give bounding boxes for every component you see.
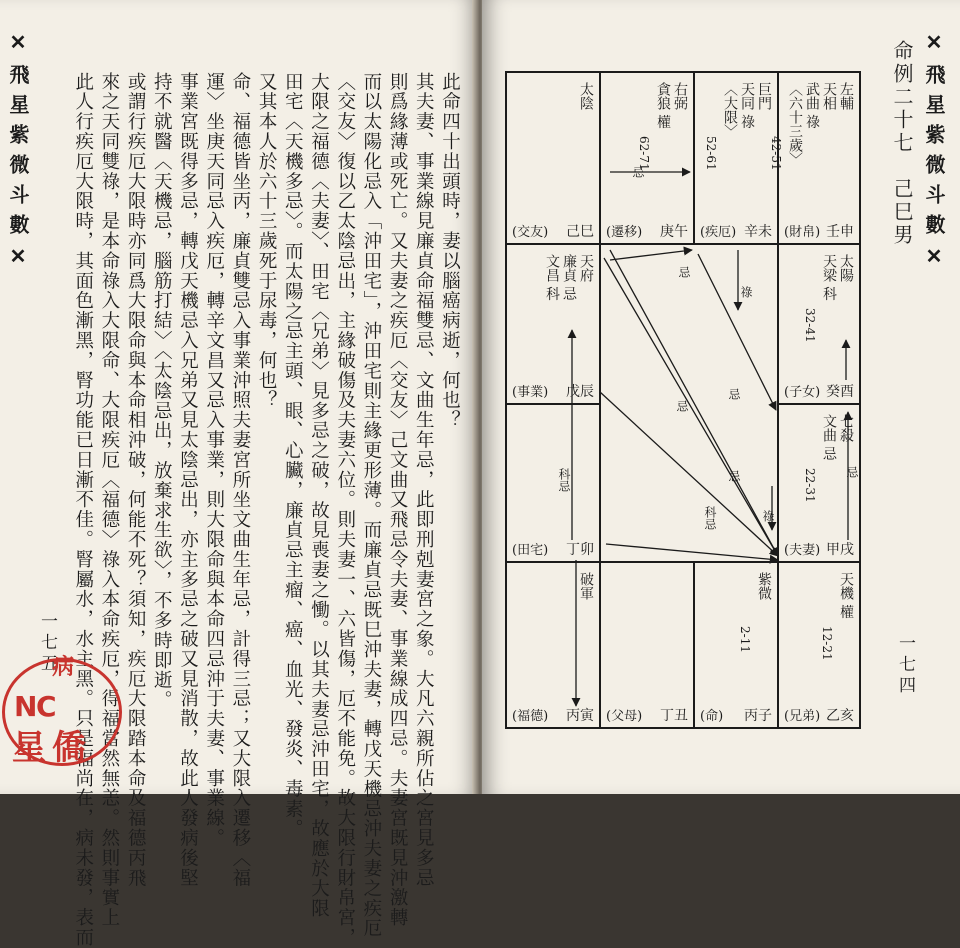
palace-star: 七殺 [838,414,854,442]
ji-arrow [600,392,778,556]
palace-star: 天機 權 [838,572,854,619]
palace-top-3 [700,82,772,240]
palace-mid-l2 [512,542,594,558]
arrow-label: 忌 [727,470,741,482]
text-column: 或謂行疾厄大限時亦同爲大限命與本命相沖破，何能不死？須知，疾厄大限踏本命及福德丙飛 [125,72,147,888]
palace-star: 〈大限〉 [722,82,738,138]
palace-stem: 乙亥 [826,708,854,724]
palace-star: 巨門 [756,82,772,110]
palace-age-range: 12-21 [820,626,834,661]
right-page-number: 一七四 [895,634,915,697]
palace-role: (事業) [512,385,549,400]
text-column: 持不就醫〈天機忌，腦筋打結〉〈太陰忌出，放棄求生欲〉，不多時即逝。 [151,72,173,711]
palace-bot-1 [512,572,595,724]
right-page-header: ✕飛星紫微斗數✕ [922,30,946,278]
palace-star: 太陰 [578,82,594,110]
ziwei-chart [482,0,960,794]
text-column: 〈交友〉復以乙太陰忌出，主緣破傷及夫妻六位。則夫妻一、六皆傷，厄不能免。故大限行財帛宮， [334,72,356,948]
text-column: 則爲緣薄或死亡。又夫妻之疾厄〈交友〉己文曲又飛忌令夫妻、事業線成四忌。夫妻宮既見沖激轉 [387,72,409,928]
palace-star: 左輔 [838,82,854,110]
palace-stem: 丙寅 [566,708,594,724]
palace-star: 天相 [821,82,837,110]
text-column: 而以太陽化忌入「沖田宅」，沖田宅則主緣更形薄。而廉貞忌既巳沖夫妻，轉戊天機忌沖夫妻之疾厄 [360,72,382,939]
palace-role: (財帛) [784,225,821,240]
palace-role: (命) [700,709,724,724]
palace-role: (疾厄) [700,225,737,240]
palace-star: 太陽 [838,254,854,282]
palace-role: (交友) [512,225,549,240]
ji-arrow [604,258,778,556]
left-page-header: ✕飛星紫微斗數✕ [6,30,30,278]
palace-role: (子女) [784,385,821,400]
arrow-label: 忌 [631,166,645,178]
palace-stem: 甲戌 [826,542,854,558]
palace-star: 武曲 祿 [804,82,820,129]
palace-top-4 [769,82,854,240]
left-page [0,0,478,948]
arrow-label: 忌 [675,400,689,412]
arrow-label: 祿 [761,510,775,522]
palace-star: 貪狼 權 [655,82,671,129]
text-column: 此人行疾厄大限時，其面色漸黑，腎功能已日漸不佳。腎屬水，水主黑。只是福尚在，病未發，表而 [72,72,94,948]
palace-role: (兄弟) [784,709,821,724]
text-column: 事業宮既得多忌，轉戊天機忌入兄弟又見太陰忌出，亦主多忌之破又見消散，故此人發病後堅 [177,72,199,888]
text-column: 此命四十出頭時，妻以腦癌病逝，何也？ [439,72,461,431]
text-column: 命、福德皆坐丙，廉貞雙忌入事業沖照夫妻宮所坐文曲生年忌，計得三忌；又大限入遷移〈福 [229,72,251,888]
text-column: 又其本人於六十三歲死于尿毒，何也？ [256,72,278,411]
palace-star: 文曲 忌 [821,414,837,461]
palace-stem: 辛未 [744,224,772,240]
palace-bot-4 [784,572,854,724]
arrow-label: 忌 [677,266,691,278]
arrow-label: 祿 [739,286,753,298]
text-column: 其夫妻、事業線見廉貞命福雙忌、文曲生年忌，此即刑剋妻宮之象。大凡六親所佔之宮見多忌 [413,72,435,888]
palace-star: 破軍 [578,572,594,600]
palace-stem: 癸酉 [826,384,854,400]
chart-title: 命例二十七 己巳男 [890,40,914,247]
palace-star: 紫微 [756,572,772,600]
palace-bot-3 [700,571,772,724]
palace-top-1 [512,81,594,240]
palace-mid-l1 [512,253,594,400]
palace-star: 天梁 科 [821,254,837,301]
ji-arrow [698,254,776,410]
palace-role: (田宅) [512,543,549,558]
palace-star: 〈六十三歲〉 [787,82,803,166]
palace-bot-2 [606,708,688,724]
arrow-label: 科忌 [703,506,717,530]
palace-age-range: 42-51 [769,136,783,171]
arrow-label: 忌 [727,388,741,400]
palace-star: 天同 祿 [739,82,755,129]
text-column: 大限之福德〈夫妻〉、田宅〈兄弟〉見多忌之破，故見喪妻之慟。以其夫妻忌沖田宅，故應於大限 [308,72,330,919]
palace-top-2 [606,82,688,240]
left-page-number: 一七五 [37,612,57,675]
palace-age-range: 32-41 [803,308,817,343]
arrow-label: 科忌 [557,468,571,492]
palace-star: 天府 [578,254,594,282]
palace-stem: 丁卯 [566,542,594,558]
palace-stem: 戊辰 [566,384,594,400]
palace-star: 文昌 科 [544,254,560,301]
palace-stem: 庚午 [660,224,688,240]
palace-stem: 丁丑 [660,708,688,724]
palace-stem: 壬申 [826,224,854,240]
palace-star: 廉貞 忌 [561,254,577,301]
red-seal-stamp: 病 N C 星僑 [2,652,122,764]
text-column: 來之天同雙祿，是本命祿入大限命、大限疾厄〈福德〉祿入本命疾厄，得福當然無恙。然則事實上 [98,72,120,928]
palace-mid-r2 [784,414,854,558]
palace-age-range: 2-11 [738,626,752,653]
ji-arrow [606,544,778,560]
right-page [482,0,960,794]
text-column: 運〉坐庚天同忌入疾厄，轉辛文昌又忌入事業，則大限命與本命四忌沖于夫妻、事業線。 [203,72,225,849]
arrow-label: 忌 [845,466,859,478]
palace-stem: 丙子 [744,708,772,724]
palace-role: (父母) [606,709,643,724]
palace-age-range: 62-71 [637,136,651,171]
palace-role: (福德) [512,709,549,724]
palace-role: (遷移) [606,225,643,240]
palace-age-range: 52-61 [704,136,718,171]
palace-role: (夫妻) [784,543,821,558]
palace-age-range: 22-31 [803,468,817,503]
ji-arrow [610,250,692,260]
text-column: 田宅〈天機多忌〉。而太陽之忌主頭、眼、心臟，廉貞忌主瘤、癌、血光、發炎、毒素。 [282,72,304,839]
palace-stem: 己巳 [566,224,594,240]
palace-mid-r1 [784,253,854,400]
palace-star: 右弼 [672,82,688,110]
